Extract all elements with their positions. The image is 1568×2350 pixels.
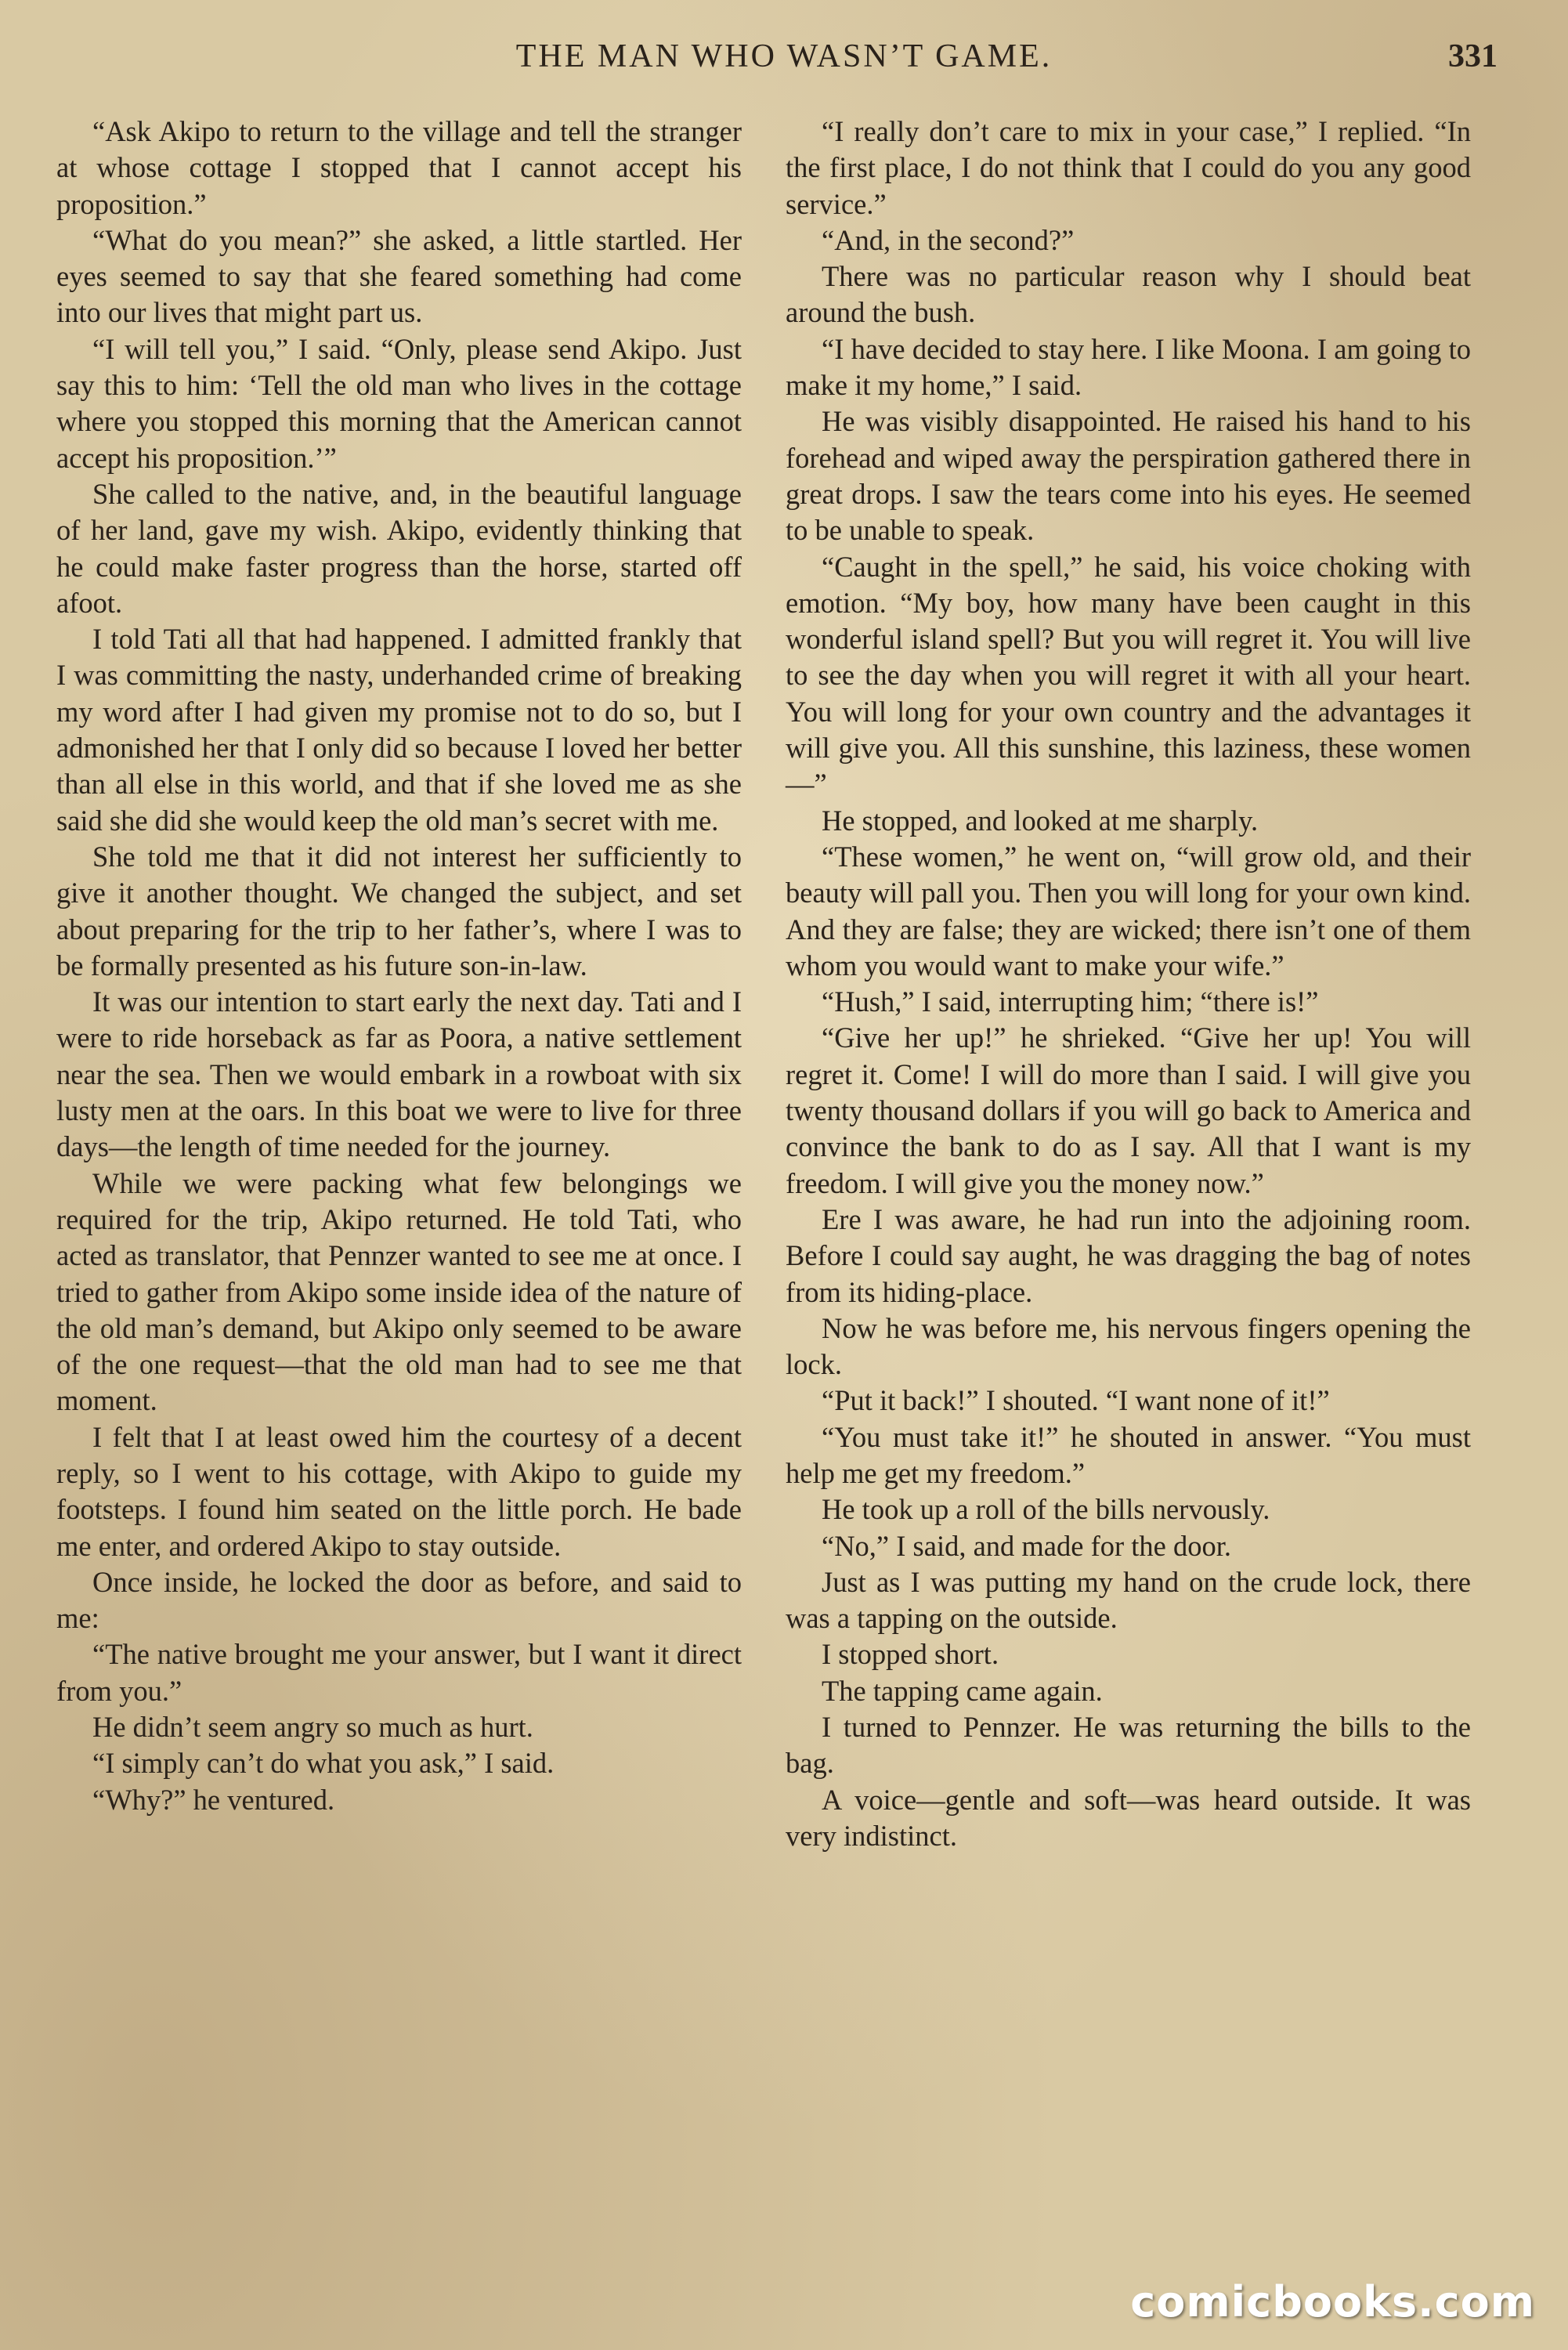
paragraph: Now he was before me, his nervous fingers opening the lock. — [786, 1311, 1471, 1381]
paragraph: Ere I was aware, he had run into the adjoining room. Before I could say aught, he was dragging the bag of notes from its hiding-place. — [786, 1202, 1471, 1308]
paragraph: It was our intention to start early the next day. Tati and I were to ride horseback as far as Poora, a native settlement near the sea. Then we would embark in a rowboat with six lusty men at the oars. In this boat we were to live for three days—the length of time needed for the journey. — [56, 985, 742, 1163]
paragraph: He took up a roll of the bills nervously. — [822, 1493, 1270, 1526]
paragraph: “What do you mean?” she asked, a little startled. Her eyes seemed to say that she feared something had come into our lives that might part us. — [56, 223, 742, 329]
paragraph: I stopped short. — [822, 1638, 999, 1671]
paragraph: “I simply can’t do what you ask,” I said. — [92, 1747, 555, 1780]
paragraph: He stopped, and looked at me sharply. — [822, 804, 1259, 837]
site-watermark: comicbooks.com — [1130, 2277, 1535, 2326]
paragraph: He was visibly disappointed. He raised his hand to his forehead and wiped away the perspiration gathered there in great drops. I saw the tears come into his eyes. He seemed to be unable to speak. — [786, 405, 1471, 547]
paragraph: “I will tell you,” I said. “Only, please send Akipo. Just say this to him: ‘Tell the old man who lives in the cottage where you stopped this morning that the American cannot accept his proposition.’” — [56, 332, 742, 474]
paragraph: There was no particular reason why I should beat around the bush. — [786, 260, 1471, 329]
paragraph: She told me that it did not interest her sufficiently to give it another thought. We changed the subject, and set about preparing for the trip to her father’s, where I was to be formally presented as his future son-in-law. — [56, 840, 742, 982]
paragraph: A voice—gentle and soft—was heard outside. It was very indistinct. — [786, 1783, 1471, 1852]
paragraph: “You must take it!” he shouted in answer. “You must help me get my freedom.” — [786, 1420, 1471, 1489]
paragraph: She called to the native, and, in the beautiful language of her land, gave my wish. Akipo, evidently thinking that he could make faster progress than the horse, started off afoot. — [56, 477, 742, 619]
left-column — [56, 114, 742, 1818]
paragraph: “No,” I said, and made for the door. — [822, 1529, 1231, 1562]
running-title: THE MAN WHO WASN’T GAME. — [515, 38, 1053, 74]
paragraph: “Why?” he ventured. — [92, 1783, 335, 1816]
paragraph: “Caught in the spell,” he said, his voice choking with emotion. “My boy, how many have been caught in this wonderful island spell? But you will regret it. You will live to see the day when you will regret it with all your heart. You will long for your own country and the advantages it will give you. All this sunshine, this laziness, these women—” — [786, 550, 1471, 801]
right-column — [786, 114, 1471, 1854]
paragraph: “Put it back!” I shouted. “I want none of it!” — [822, 1384, 1330, 1417]
paragraph: I told Tati all that had happened. I admitted frankly that I was committing the nasty, underhanded crime of breaking my word after I had given my promise not to do so, but I admonished her that I only did so because I loved her better than all else in this world, and that if she loved me as she said she did she would keep the old man’s secret with me. — [56, 623, 742, 837]
paragraph: “And, in the second?” — [822, 223, 1075, 256]
paragraph: While we were packing what few belongings we required for the trip, Akipo returned. He told Tati, who acted as translator, that Pennzer wanted to see me at once. I tried to gather from Akipo some inside idea of the nature of the old man’s demand, but Akipo only seemed to be aware of the one request—that the old man had to see me that moment. — [56, 1166, 742, 1417]
paragraph: Just as I was putting my hand on the crude lock, there was a tapping on the outside. — [786, 1565, 1471, 1635]
paragraph: Once inside, he locked the door as before, and said to me: — [56, 1565, 742, 1635]
paragraph: “Ask Akipo to return to the village and tell the stranger at whose cottage I stopped that I cannot accept his proposition.” — [56, 115, 742, 220]
running-head — [55, 31, 1513, 78]
paragraph: “Give her up!” he shrieked. “Give her up! You will regret it. Come! I will do more than I said. I will give you twenty thousand dollars if you will go back to America and convince the bank to do as I say. All that I want is my freedom. I will give you the money now.” — [786, 1021, 1471, 1199]
paragraph: “These women,” he went on, “will grow old, and their beauty will pall you. Then you will long for your own kind. And they are false; they are wicked; there isn’t one of them whom you would want to make your wife.” — [786, 840, 1471, 982]
paragraph: I turned to Pennzer. He was returning the bills to the bag. — [786, 1711, 1471, 1780]
paragraph: He didn’t seem angry so much as hurt. — [92, 1711, 533, 1744]
paragraph: “Hush,” I said, interrupting him; “there is!” — [822, 985, 1319, 1018]
paragraph: The tapping came again. — [822, 1674, 1103, 1707]
paragraph: “I really don’t care to mix in your case,” I replied. “In the first place, I do not think that I could do you any good service.” — [786, 115, 1471, 220]
page-number: 331 — [1448, 38, 1498, 74]
paragraph: I felt that I at least owed him the courtesy of a decent reply, so I went to his cottage, with Akipo to guide my footsteps. I found him seated on the little porch. He bade me enter, and ordered Akipo to stay outside. — [56, 1420, 742, 1562]
paragraph: “The native brought me your answer, but I want it direct from you.” — [56, 1638, 742, 1707]
paragraph: “I have decided to stay here. I like Moona. I am going to make it my home,” I said. — [786, 332, 1471, 402]
